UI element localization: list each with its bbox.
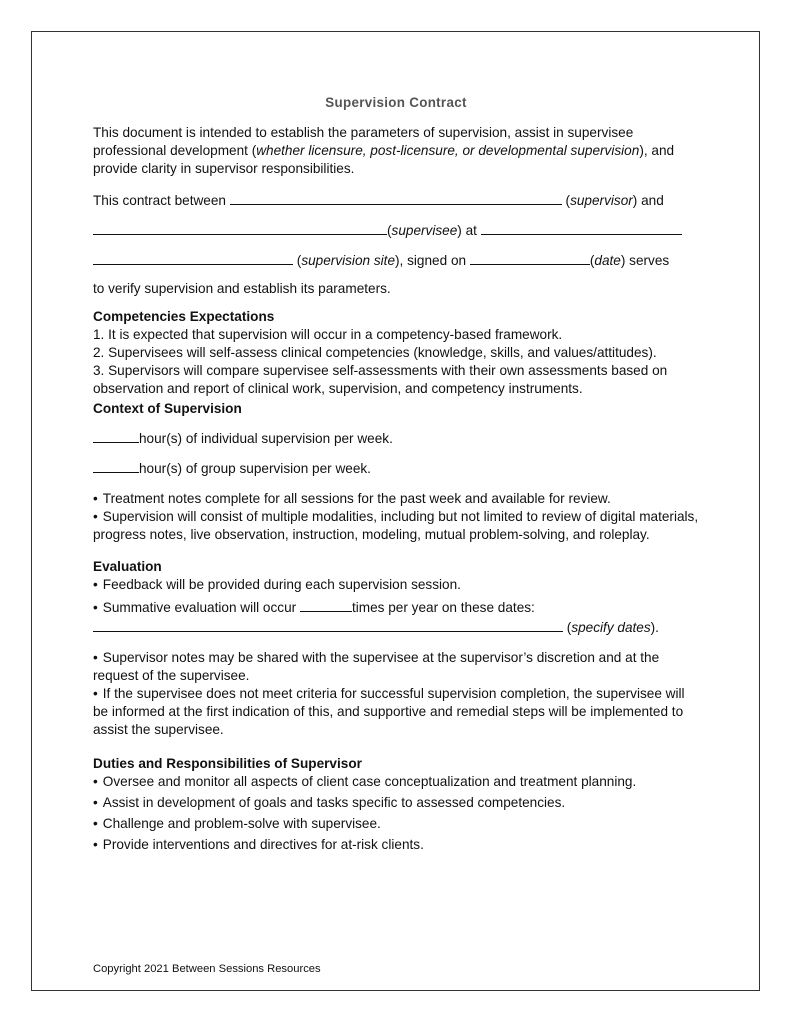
evaluation-dates-field[interactable] xyxy=(93,617,563,632)
copyright-footer: Copyright 2021 Between Sessions Resources xyxy=(93,963,321,975)
competencies-heading: Competencies Expectations xyxy=(93,309,275,324)
context-bullet-1: • Treatment notes complete for all sessions for the past week and available for review. xyxy=(93,490,699,508)
contract-line-2: (supervisee) at xyxy=(93,220,699,240)
individual-hours-line: hour(s) of individual supervision per week. xyxy=(93,428,699,448)
duty-item-1: • Oversee and monitor all aspects of client case conceptualization and treatment planning. xyxy=(93,773,699,791)
intro-italic: whether licensure, post-licensure, or developmental supervision xyxy=(256,143,640,158)
location-field[interactable] xyxy=(481,220,682,235)
group-hours-line: hour(s) of group supervision per week. xyxy=(93,458,699,478)
evaluation-bullet-criteria: • If the supervisee does not meet criteria for successful supervision completion, the supervisee will be informed at the first indication of this, and supportive and remedial steps will be implemented to assist the supervisee. xyxy=(93,685,699,739)
signed-date-field[interactable] xyxy=(470,250,590,265)
evaluation-heading: Evaluation xyxy=(93,559,162,574)
intro-paragraph: This document is intended to establish the parameters of supervision, assist in supervisee professional development (whether licensure, post-licensure, or developmental supervision), and provide clarity in supervisor responsibilities. xyxy=(93,125,675,176)
duty-item-4: • Provide interventions and directives for at-risk clients. xyxy=(93,836,699,854)
supervisee-name-field[interactable] xyxy=(93,220,387,235)
duty-item-2: • Assist in development of goals and tasks specific to assessed competencies. xyxy=(93,794,699,812)
contract-closing: to verify supervision and establish its parameters. xyxy=(93,281,391,296)
context-bullet-2: • Supervision will consist of multiple modalities, including but not limited to review of digital materials, progress notes, live observation, instruction, modeling, mutual problem-solving, and roleplay. xyxy=(93,508,699,544)
competency-item-1: 1. It is expected that supervision will occur in a competency-based framework. xyxy=(93,327,563,342)
context-heading: Context of Supervision xyxy=(93,401,242,416)
supervision-site-field[interactable] xyxy=(93,250,293,265)
document-title: Supervision Contract xyxy=(325,95,467,110)
duty-item-3: • Challenge and problem-solve with supervisee. xyxy=(93,815,699,833)
evaluation-bullet-notes: • Supervisor notes may be shared with the supervisee at the supervisor’s discretion and at the request of the supervisee. xyxy=(93,649,699,685)
group-hours-field[interactable] xyxy=(93,458,139,473)
document-body xyxy=(93,94,699,854)
competency-item-3: 3. Supervisors will compare supervisee self-assessments with their own assessments based on observation and report of clinical work, supervision, and competency instruments. xyxy=(93,363,668,396)
evaluation-summative: • Summative evaluation will occur times per year on these dates: xyxy=(93,597,699,617)
times-per-year-field[interactable] xyxy=(300,597,352,612)
duties-heading: Duties and Responsibilities of Supervisor xyxy=(93,756,362,771)
competency-item-2: 2. Supervisees will self-assess clinical competencies (knowledge, skills, and values/attitudes). xyxy=(93,345,657,360)
contract-line-1: This contract between (supervisor) and xyxy=(93,190,699,210)
supervisor-name-field[interactable] xyxy=(230,190,562,205)
contract-line-3: (supervision site), signed on (date) serves xyxy=(93,250,699,270)
evaluation-dates-line: (specify dates). xyxy=(93,617,699,637)
individual-hours-field[interactable] xyxy=(93,428,139,443)
evaluation-feedback: • Feedback will be provided during each supervision session. xyxy=(93,576,699,594)
